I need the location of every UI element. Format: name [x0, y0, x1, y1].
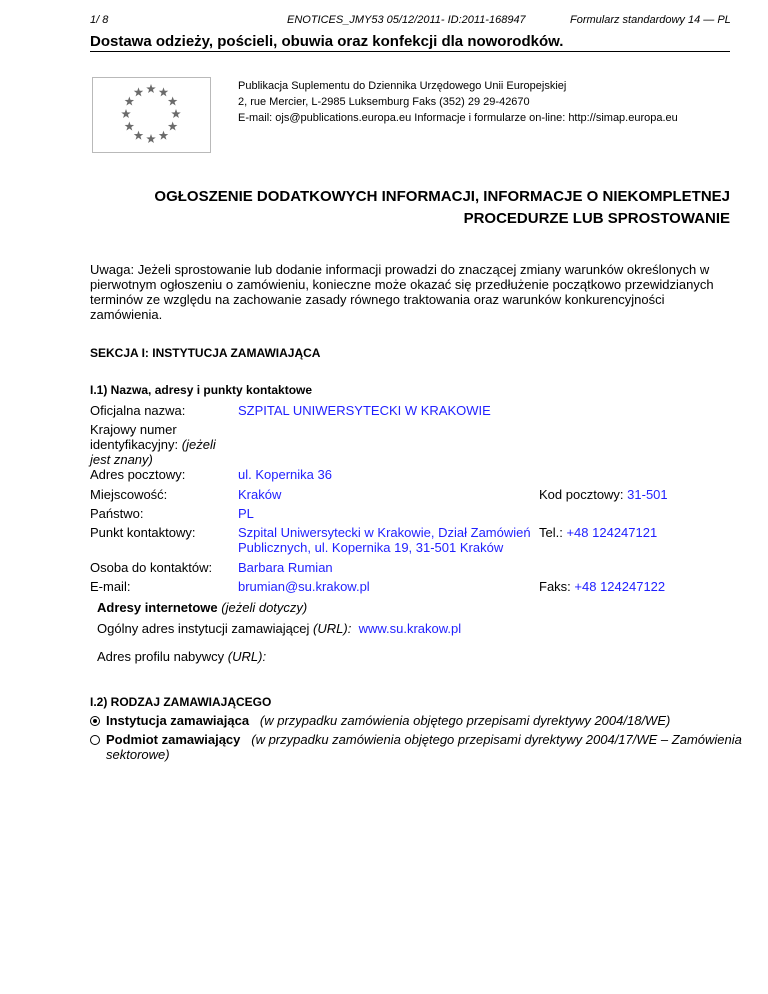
fax-label: Faks: — [539, 579, 575, 594]
notice-title-line-1: OGŁOSZENIE DODATKOWYCH INFORMACJI, INFORMACJE O NIEKOMPLETNEJ — [154, 188, 730, 205]
city-value: Kraków — [238, 487, 282, 502]
city-label: Miejscowość: — [90, 487, 168, 502]
telephone-label: Tel.: — [539, 525, 567, 540]
national-id-label-line-1: Krajowy numer — [90, 422, 177, 437]
general-address-row — [97, 621, 461, 636]
warning-note: Uwaga: Jeżeli sprostowanie lub dodanie informacji prowadzi do znaczącej zmiany warunków określonych w pierwotnym ogłoszeniu o zamówieniu, konieczne może okazać się przedłużenie początkowo przewidzianych terminów ze względu na zachowanie zasady równego traktowania oraz warunków konkurencyjności zamówienia. — [90, 262, 714, 322]
contact-point-line-2: Publicznych, ul. Kopernika 19, 31-501 Kraków — [238, 540, 504, 555]
subsection-1-2-heading: I.2) RODZAJ ZAMAWIAJĄCEGO — [90, 695, 272, 709]
flag-star — [146, 84, 156, 93]
postcode-value: 31-501 — [627, 487, 668, 502]
contact-point-value — [238, 525, 531, 555]
national-id-hint-2: jest znany) — [90, 452, 153, 467]
national-id-label — [90, 422, 216, 467]
notice-reference: ENOTICES_JMY53 05/12/2011- ID:2011-168947 — [287, 14, 526, 26]
flag-star — [171, 109, 181, 118]
national-id-label-text: identyfikacyjny: — [90, 437, 182, 452]
country-label: Państwo: — [90, 506, 144, 521]
official-name-label: Oficjalna nazwa: — [90, 403, 186, 418]
notice-title — [100, 186, 730, 230]
buyer-profile-row — [97, 649, 266, 664]
page-number: 1/ 8 — [90, 14, 109, 26]
buyer-profile-hint: (URL): — [227, 649, 267, 664]
option-1-hint: (w przypadku zamówienia objętego przepisami dyrektywy 2004/18/WE) — [259, 713, 671, 728]
flag-star — [168, 97, 178, 106]
contracting-entity-option — [106, 732, 746, 747]
internet-heading-hint: (jeżeli dotyczy) — [217, 600, 308, 615]
document-title: Dostawa odzieży, pościeli, obuwia oraz konfekcji dla noworodków. — [90, 33, 564, 50]
buyer-profile-label: Adres profilu nabywcy — [97, 649, 228, 664]
email-value[interactable]: brumian@su.krakow.pl — [238, 579, 370, 594]
section-1-heading: SEKCJA I: INSTYTUCJA ZAMAWIAJĄCA — [90, 346, 321, 360]
flag-star — [134, 131, 144, 140]
national-id-label-line-2 — [90, 437, 216, 452]
notice-title-line-2: PROCEDURZE LUB SPROSTOWANIE — [463, 210, 730, 227]
option-2-hint-line-2: sektorowe) — [106, 747, 170, 762]
telephone — [539, 525, 657, 540]
official-name-value: SZPITAL UNIWERSYTECKI W KRAKOWIE — [238, 403, 491, 418]
contracting-authority-radio[interactable] — [90, 716, 100, 726]
form-name: Formularz standardowy 14 — PL — [570, 14, 731, 26]
eu-flag-logo — [92, 77, 211, 153]
contracting-authority-option — [106, 713, 670, 728]
flag-star — [134, 87, 144, 96]
contact-point-label: Punkt kontaktowy: — [90, 525, 196, 540]
flag-star — [159, 131, 169, 140]
general-address-label: Ogólny adres instytucji zamawiającej — [97, 621, 314, 636]
flag-star — [125, 97, 135, 106]
fax-value: +48 124247122 — [574, 579, 666, 594]
email-label: E-mail: — [90, 579, 131, 594]
publication-line-2: 2, rue Mercier, L-2985 Luksemburg Faks (352) 29 29-42670 — [238, 96, 530, 108]
general-address-hint: (URL): — [313, 621, 352, 636]
contact-person-label: Osoba do kontaktów: — [90, 560, 213, 575]
contact-person-value: Barbara Rumian — [238, 560, 333, 575]
flag-star — [168, 122, 178, 131]
eu-stars-icon — [93, 78, 210, 152]
contact-point-line-1: Szpital Uniwersytecki w Krakowie, Dział Zamówień — [238, 525, 531, 540]
flag-star — [121, 109, 131, 118]
flag-star — [125, 122, 135, 131]
flag-star — [146, 134, 156, 143]
option-2-hint: (w przypadku zamówienia objętego przepisami dyrektywy 2004/17/WE – Zamówienia — [251, 732, 742, 747]
flag-star — [159, 87, 169, 96]
subsection-1-1-heading: I.1) Nazwa, adresy i punkty kontaktowe — [90, 383, 313, 397]
publication-line-1: Publikacja Suplementu do Dziennika Urzędowego Unii Europejskiej — [238, 80, 567, 92]
internet-heading-text: Adresy internetowe — [97, 600, 218, 615]
fax — [539, 579, 665, 594]
postal-address-value: ul. Kopernika 36 — [238, 467, 332, 482]
postcode-label: Kod pocztowy: — [539, 487, 628, 502]
general-address-link[interactable]: www.su.krakow.pl — [358, 621, 462, 636]
option-2-label: Podmiot zamawiający — [106, 732, 241, 747]
contracting-entity-radio[interactable] — [90, 735, 100, 745]
telephone-value: +48 124247121 — [566, 525, 658, 540]
title-divider — [90, 51, 730, 52]
internet-addresses-heading — [97, 600, 307, 615]
postcode — [539, 487, 668, 502]
country-value: PL — [238, 506, 254, 521]
postal-address-label: Adres pocztowy: — [90, 467, 186, 482]
option-1-label: Instytucja zamawiająca — [106, 713, 250, 728]
publication-line-3: E-mail: ojs@publications.europa.eu Informacje i formularze on-line: http://simap.europa.eu — [238, 112, 678, 124]
national-id-hint-1: (jeżeli — [181, 437, 216, 452]
